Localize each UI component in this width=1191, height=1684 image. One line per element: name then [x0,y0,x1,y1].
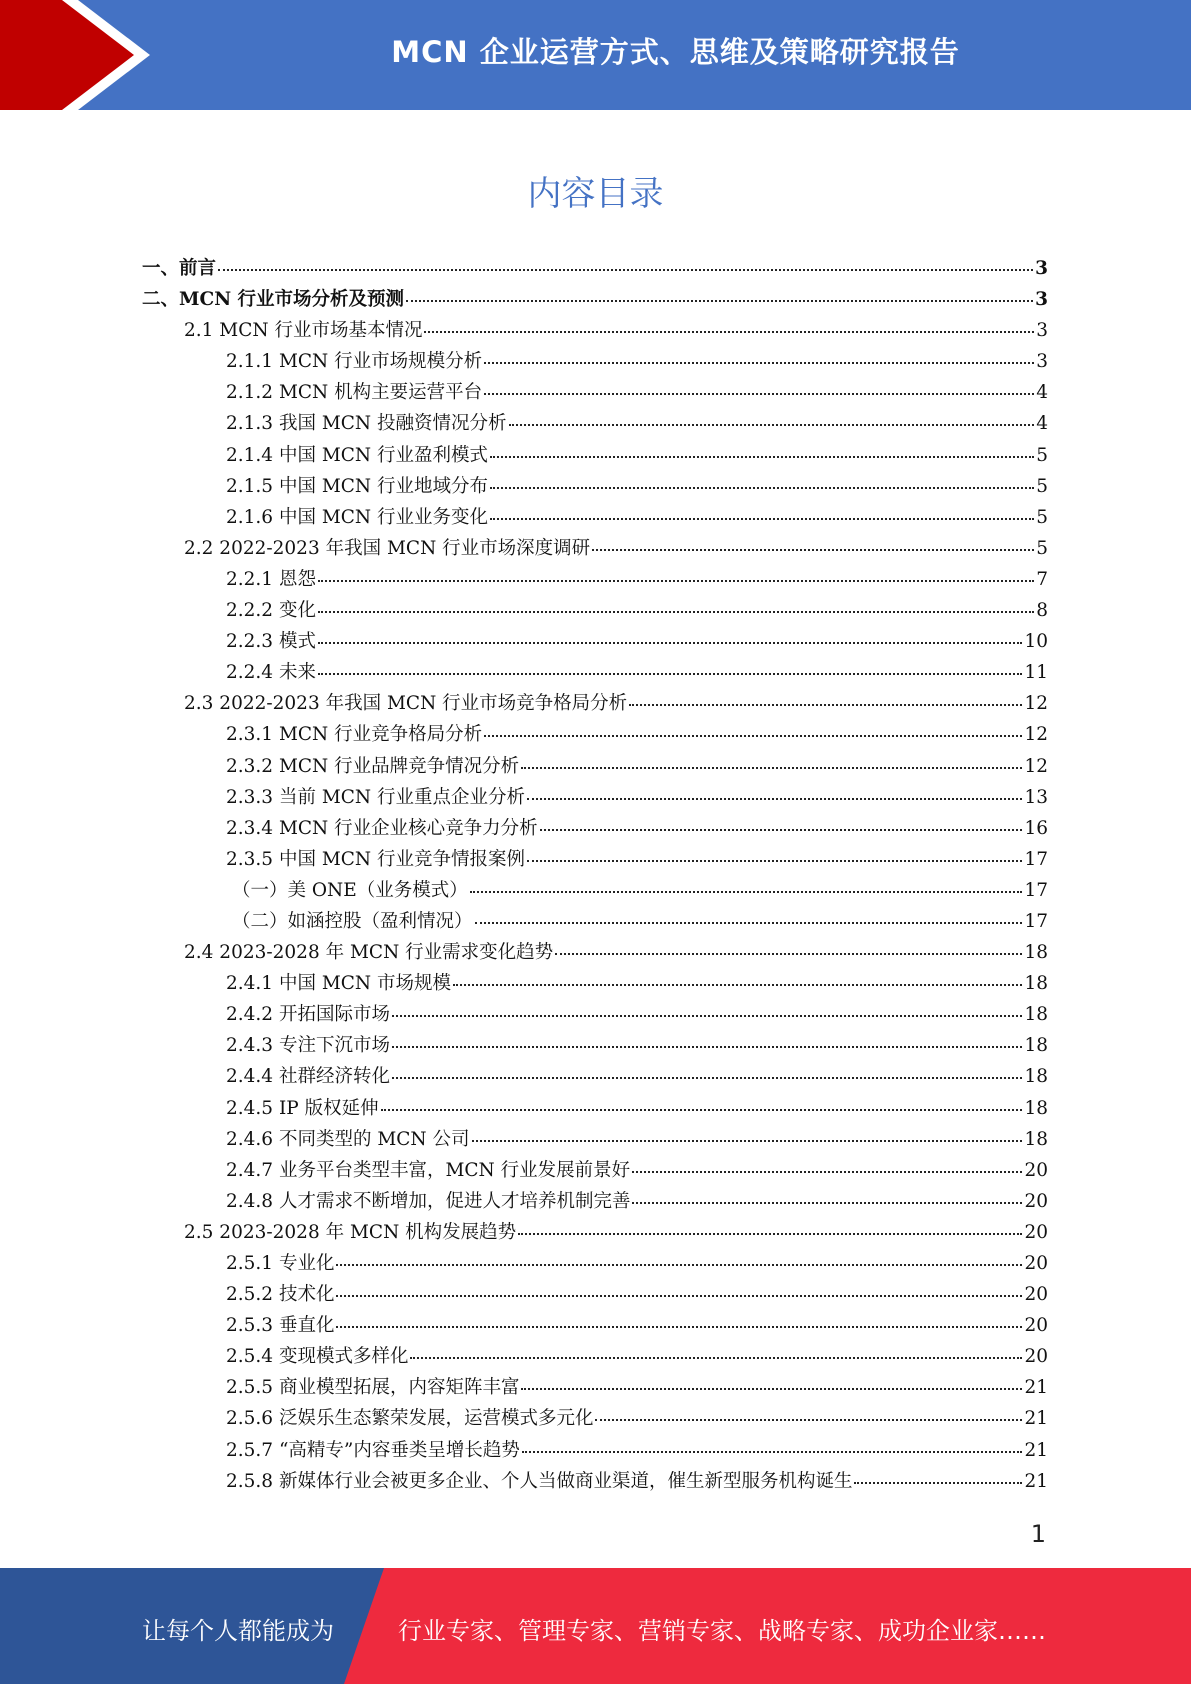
toc-entry-page: 3 [1036,320,1048,342]
toc-entry[interactable] [142,782,1048,813]
toc-entry-page: 12 [1024,693,1048,715]
toc-entry-page: 4 [1036,413,1048,435]
toc-entry-page: 20 [1024,1190,1048,1212]
toc-dot-leader [318,611,1034,613]
toc-entry-text: 2.1.2 MCN 机构主要运营平台 [226,382,483,404]
toc-entry-text: 2.4.8 人才需求不断增加，促进人才培养机制完善 [226,1190,631,1212]
toc-entry-text: 2.5.7 “高精专”内容垂类呈增长趋势 [226,1439,520,1461]
toc-entry-text: 2.1.5 中国 MCN 行业地域分布 [226,475,488,497]
toc-entry-page: 21 [1024,1439,1048,1461]
toc-entry[interactable] [142,1124,1048,1155]
toc-entry-text: 2.2.1 恩怨 [226,568,316,590]
toc-entry[interactable] [142,440,1048,471]
toc-entry-text: 2.5.6 泛娱乐生态繁荣发展，运营模式多元化 [226,1408,594,1430]
toc-entry[interactable] [142,1030,1048,1061]
toc-dot-leader [381,1109,1023,1111]
toc-dot-leader [854,1482,1022,1484]
toc-entry-text: 2.5.4 变现模式多样化 [226,1346,409,1368]
toc-entry-page: 12 [1024,724,1048,746]
toc-entry-page: 21 [1024,1377,1048,1399]
toc-entry-text: 2.3.3 当前 MCN 行业重点企业分析 [226,786,525,808]
toc-entry[interactable] [142,1372,1048,1403]
footer-banner [0,1568,1191,1684]
toc-entry-page: 5 [1036,444,1048,466]
toc-entry-page: 21 [1024,1470,1048,1492]
toc-dot-leader [490,518,1034,520]
toc-entry-page: 18 [1024,1035,1048,1057]
toc-entry-text: 2.3 2022-2023 年我国 MCN 行业市场竞争格局分析 [184,693,628,715]
toc-entry[interactable] [142,813,1048,844]
toc-entry[interactable] [142,1435,1048,1466]
toc-entry-text: 2.1.3 我国 MCN 投融资情况分析 [226,413,507,435]
toc-entry-text: 2.3.5 中国 MCN 行业竞争情报案例 [226,848,525,870]
toc-dot-leader [336,1264,1022,1266]
toc-entry-page: 3 [1035,258,1048,279]
toc-entry-page: 11 [1024,662,1048,684]
toc-dot-leader [527,798,1022,800]
toc-entry-text: 2.5.5 商业模型拓展，内容矩阵丰富 [226,1377,520,1399]
toc-entry[interactable] [142,937,1048,968]
toc-entry-text: 2.5.8 新媒体行业会被更多企业、个人当做商业渠道，催生新型服务机构诞生 [226,1470,853,1492]
toc-dot-leader [392,1077,1022,1079]
toc-dot-leader [475,922,1023,924]
toc-dot-leader [595,1419,1022,1421]
toc-entry-page: 13 [1024,786,1048,808]
toc-entry[interactable] [142,657,1048,688]
toc-entry-text: 2.4 2023-2028 年 MCN 行业需求变化趋势 [184,942,554,964]
toc-entry[interactable] [142,284,1048,315]
toc-dot-leader [472,1140,1023,1142]
toc-dot-leader [629,704,1022,706]
toc-entry-text: （一）美 ONE（业务模式） [232,879,468,901]
toc-dot-leader [522,1451,1023,1453]
toc-entry-text: 2.3.1 MCN 行业竞争格局分析 [226,724,483,746]
toc-entry-page: 20 [1024,1284,1048,1306]
toc-entry[interactable] [142,688,1048,719]
toc-entry[interactable] [142,1403,1048,1434]
toc-entry-text: 2.4.2 开拓国际市场 [226,1004,390,1026]
toc-dot-leader [527,860,1022,862]
toc-entry[interactable] [142,968,1048,999]
toc-dot-leader [318,580,1034,582]
toc-entry-page: 8 [1036,600,1048,622]
toc-entry[interactable] [142,1155,1048,1186]
toc-entry-page: 4 [1036,382,1048,404]
table-of-contents [142,253,1048,1497]
toc-entry-page: 17 [1024,848,1048,870]
toc-entry-text: 2.4.4 社群经济转化 [226,1066,390,1088]
toc-entry-text: 2.3.4 MCN 行业企业核心竞争力分析 [226,817,538,839]
toc-entry-page: 18 [1024,1097,1048,1119]
toc-entry-page: 16 [1024,817,1048,839]
toc-entry[interactable] [142,1466,1048,1497]
toc-entry-text: 2.4.6 不同类型的 MCN 公司 [226,1128,470,1150]
toc-dot-leader [592,549,1034,551]
toc-entry[interactable] [142,253,1048,284]
toc-entry-text: （二）如涵控股（盈利情况） [232,910,473,932]
toc-entry[interactable] [142,1310,1048,1341]
toc-entry-page: 5 [1036,537,1048,559]
toc-dot-leader [406,300,1033,302]
toc-entry[interactable] [142,844,1048,875]
toc-entry-text: 2.2 2022-2023 年我国 MCN 行业市场深度调研 [184,537,591,559]
toc-dot-leader [632,1171,1022,1173]
toc-entry-text: 2.2.2 变化 [226,600,316,622]
report-title: MCN 企业运营方式、思维及策略研究报告 [391,35,960,69]
toc-dot-leader [470,891,1023,893]
toc-entry[interactable] [142,1093,1048,1124]
toc-dot-leader [490,487,1034,489]
toc-entry-text: 2.5.2 技术化 [226,1284,335,1306]
toc-dot-leader [336,1326,1022,1328]
toc-dot-leader [509,424,1035,426]
toc-dot-leader [392,1015,1022,1017]
toc-entry-page: 17 [1024,910,1048,932]
toc-entry-page: 20 [1024,1159,1048,1181]
toc-dot-leader [484,393,1034,395]
toc-entry-text: 2.1.4 中国 MCN 行业盈利模式 [226,444,488,466]
toc-dot-leader [540,829,1023,831]
toc-entry[interactable] [142,1186,1048,1217]
toc-dot-leader [484,362,1034,364]
toc-entry-page: 18 [1024,1128,1048,1150]
footer-slogan-left: 让每个人都能成为 [142,1617,334,1645]
toc-entry-page: 18 [1024,973,1048,995]
toc-dot-leader [318,642,1023,644]
toc-entry-text: 2.5.1 专业化 [226,1253,335,1274]
toc-entry-page: 20 [1024,1346,1048,1368]
toc-entry-page: 3 [1036,351,1048,373]
toc-entry-page: 20 [1024,1253,1048,1274]
toc-entry-page: 18 [1024,1066,1048,1088]
toc-dot-leader [555,953,1022,955]
toc-dot-leader [336,1295,1022,1297]
toc-entry[interactable] [142,875,1048,906]
toc-entry-text: 一、前言 [142,258,217,279]
toc-dot-leader [521,767,1022,769]
toc-entry-text: 2.1 MCN 行业市场基本情况 [184,320,423,342]
toc-entry[interactable] [142,595,1048,626]
toc-dot-leader [490,456,1034,458]
toc-entry[interactable] [142,906,1048,937]
toc-entry-text: 二、MCN 行业市场分析及预测 [142,289,405,311]
toc-entry-page: 20 [1024,1315,1048,1337]
toc-entry-page: 18 [1024,942,1048,964]
toc-dot-leader [518,1233,1022,1235]
toc-entry-page: 17 [1024,879,1048,901]
toc-entry[interactable] [142,377,1048,408]
toc-dot-leader [424,331,1034,333]
toc-entry[interactable] [142,626,1048,657]
toc-entry[interactable] [142,346,1048,377]
toc-entry[interactable] [142,502,1048,533]
toc-entry-text: 2.1.6 中国 MCN 行业业务变化 [226,506,488,528]
toc-entry-text: 2.2.4 未来 [226,662,316,684]
toc-entry-text: 2.4.7 业务平台类型丰富，MCN 行业发展前景好 [226,1159,631,1181]
toc-entry-page: 7 [1036,568,1048,590]
toc-entry[interactable] [142,1248,1048,1279]
toc-dot-leader [218,269,1033,271]
toc-entry-page: 18 [1024,1004,1048,1026]
header-banner [0,0,1191,110]
toc-entry-page: 5 [1036,475,1048,497]
toc-entry[interactable] [142,315,1048,346]
toc-entry[interactable] [142,751,1048,782]
toc-entry[interactable] [142,1217,1048,1248]
toc-dot-leader [318,673,1023,675]
toc-entry-text: 2.4.3 专注下沉市场 [226,1035,390,1057]
toc-entry-text: 2.4.5 IP 版权延伸 [226,1097,379,1119]
toc-dot-leader [410,1357,1022,1359]
toc-entry-page: 5 [1036,506,1048,528]
toc-entry[interactable] [142,564,1048,595]
toc-entry-text: 2.2.3 模式 [226,631,316,653]
toc-heading: 内容目录 [527,174,664,214]
toc-entry-text: 2.5.3 垂直化 [226,1315,335,1337]
toc-dot-leader [521,1388,1022,1390]
toc-entry[interactable] [142,1341,1048,1372]
toc-entry-page: 21 [1024,1408,1048,1430]
toc-entry-text: 2.4.1 中国 MCN 市场规模 [226,973,451,995]
toc-dot-leader [484,735,1022,737]
toc-entry[interactable] [142,533,1048,564]
toc-entry[interactable] [142,471,1048,502]
toc-dot-leader [632,1202,1022,1204]
toc-entry[interactable] [142,999,1048,1030]
toc-entry[interactable] [142,1279,1048,1310]
toc-entry[interactable] [142,408,1048,439]
toc-dot-leader [392,1046,1022,1048]
toc-entry-text: 2.1.1 MCN 行业市场规模分析 [226,351,483,373]
toc-entry-page: 20 [1024,1221,1048,1243]
footer-slogan-right: 行业专家、管理专家、营销专家、战略专家、成功企业家…… [398,1617,1046,1645]
toc-entry-text: 2.3.2 MCN 行业品牌竞争情况分析 [226,755,520,777]
toc-entry-page: 10 [1024,631,1048,653]
page-number: 1 [1030,1520,1046,1548]
toc-entry-page: 12 [1024,755,1048,777]
toc-entry[interactable] [142,1061,1048,1092]
toc-entry-page: 3 [1035,289,1048,311]
toc-entry[interactable] [142,719,1048,750]
toc-dot-leader [453,984,1022,986]
toc-entry-text: 2.5 2023-2028 年 MCN 机构发展趋势 [184,1221,517,1243]
